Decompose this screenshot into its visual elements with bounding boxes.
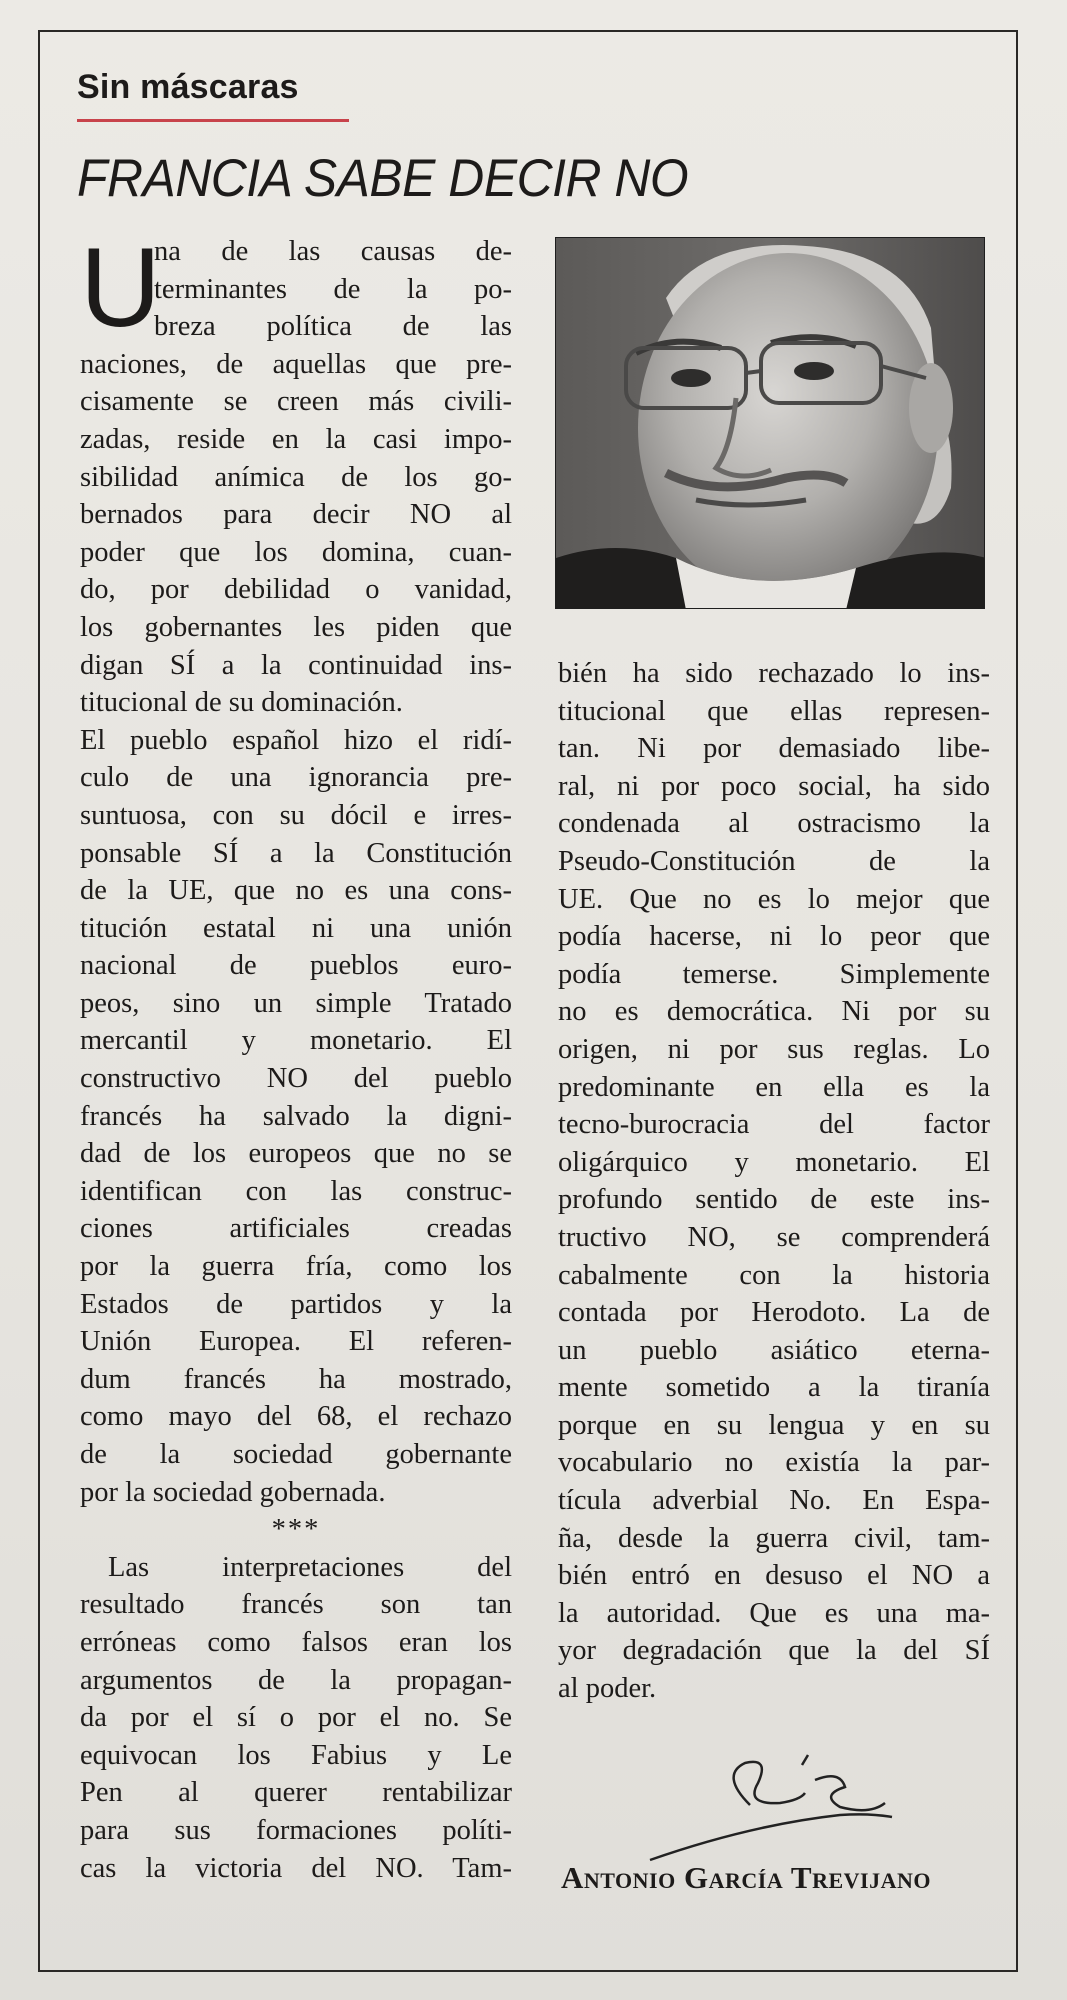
article-headline: FRANCIA SABE DECIR NO (77, 149, 689, 208)
text-line: cisamente se creen más civili- (80, 386, 512, 418)
text-line: por la sociedad gobernada. (80, 1476, 386, 1508)
text-line: contada por Herodoto. La de (558, 1297, 990, 1329)
text-line: no es democrática. Ni por su (558, 996, 990, 1028)
text-line: al poder. (558, 1673, 657, 1705)
text-line: breza política de las (154, 311, 512, 343)
drop-cap: U (80, 225, 161, 350)
text-line: mercantil y monetario. El (80, 1025, 512, 1057)
text-line: digan SÍ a la continuidad ins- (80, 649, 512, 681)
text-line: dum francés ha mostrado, (80, 1363, 512, 1395)
text-line: podía hacerse, ni lo peor que (558, 921, 990, 953)
text-line: nacional de pueblos euro- (80, 950, 512, 982)
text-line: Las interpretaciones del (108, 1551, 512, 1583)
text-line: para sus formaciones políti- (80, 1814, 512, 1846)
text-line: Unión Europea. El referen- (80, 1326, 512, 1358)
text-line: vocabulario no existía la par- (558, 1447, 990, 1479)
text-line: constructivo NO del pueblo (80, 1063, 512, 1095)
text-line: culo de una ignorancia pre- (80, 762, 512, 794)
text-line: Pseudo-Constitución de la (558, 845, 990, 877)
text-line: tan. Ni por demasiado libe- (558, 733, 990, 765)
text-line: mente sometido a la tiranía (558, 1372, 990, 1404)
article-column-right (558, 655, 990, 1708)
text-line: titucional de su dominación. (80, 687, 403, 719)
text-line: bién ha sido rechazado lo ins- (558, 658, 990, 689)
text-line: sibilidad anímica de los go- (80, 461, 512, 493)
text-line: dad de los europeos que no se (80, 1138, 512, 1170)
article-column-left (80, 225, 512, 1887)
text-line: da por el sí o por el no. Se (80, 1702, 512, 1734)
section-label: Sin máscaras (77, 68, 299, 106)
text-line: origen, ni por sus reglas. Lo (558, 1033, 990, 1065)
text-line: los gobernantes les piden que (80, 611, 512, 643)
author-signature (630, 1745, 930, 1865)
text-line: erróneas como falsos eran los (80, 1626, 512, 1658)
text-line: porque en su lengua y en su (558, 1409, 990, 1441)
text-line: El pueblo español hizo el ridí- (80, 724, 512, 756)
text-line: tructivo NO, se comprenderá (558, 1221, 990, 1253)
portrait-image (556, 238, 985, 609)
text-line: oligárquico y monetario. El (558, 1146, 990, 1178)
text-line: ponsable SÍ a la Constitución (80, 837, 512, 869)
text-line: ciones artificiales creadas (80, 1213, 512, 1245)
text-line: tícula adverbial No. En Espa- (558, 1485, 990, 1517)
text-line: bién entró en desuso el NO a (558, 1560, 990, 1592)
text-line: identifican con las construc- (80, 1175, 512, 1207)
text-line: equivocan los Fabius y Le (80, 1739, 512, 1771)
text-line: terminantes de la po- (154, 273, 512, 305)
text-line: podía temerse. Simplemente (558, 958, 990, 990)
text-line: de la sociedad gobernante (80, 1439, 512, 1470)
text-line: tecno-burocracia del factor (558, 1109, 990, 1141)
text-line: profundo sentido de este ins- (558, 1184, 990, 1216)
text-line: naciones, de aquellas que pre- (80, 348, 512, 380)
text-line: bernados para decir NO al (80, 499, 512, 531)
text-line: zadas, reside en la casi impo- (80, 423, 512, 455)
text-line: un pueblo asiático eterna- (558, 1334, 990, 1366)
text-line: suntuosa, con su dócil e irres- (80, 799, 512, 831)
text-line: *** (271, 1514, 321, 1546)
text-line: predominante en ella es la (558, 1071, 990, 1103)
author-portrait (555, 237, 985, 609)
text-line: de la UE, que no es una cons- (80, 875, 512, 907)
text-line: poder que los domina, cuan- (80, 536, 512, 568)
section-underline (77, 119, 349, 122)
text-line: na de las causas de- (154, 236, 512, 267)
text-line: UE. Que no es lo mejor que (558, 883, 990, 915)
text-line: resultado francés son tan (80, 1589, 512, 1621)
text-line: yor degradación que la del SÍ (558, 1635, 990, 1667)
text-line: cabalmente con la historia (558, 1259, 990, 1291)
text-line: peos, sino un simple Tratado (80, 987, 512, 1019)
text-line: condenada al ostracismo la (558, 808, 990, 840)
text-line: argumentos de la propagan- (80, 1664, 512, 1696)
text-line: ral, ni por poco social, ha sido (558, 770, 990, 802)
text-line: do, por debilidad o vanidad, (80, 574, 512, 606)
text-line: titución estatal ni una unión (80, 912, 512, 944)
text-line: Pen al querer rentabilizar (80, 1777, 512, 1809)
text-line: titucional que ellas represen- (558, 695, 990, 727)
text-line: Estados de partidos y la (80, 1288, 512, 1320)
text-line: la autoridad. Que es una ma- (558, 1597, 990, 1629)
text-line: cas la victoria del NO. Tam- (80, 1852, 512, 1884)
text-line: francés ha salvado la digni- (80, 1100, 512, 1132)
author-byline: Antonio García Trevijano (561, 1860, 931, 1895)
text-line: ña, desde la guerra civil, tam- (558, 1522, 990, 1554)
text-line: como mayo del 68, el rechazo (80, 1401, 512, 1433)
text-line: por la guerra fría, como los (80, 1251, 512, 1283)
